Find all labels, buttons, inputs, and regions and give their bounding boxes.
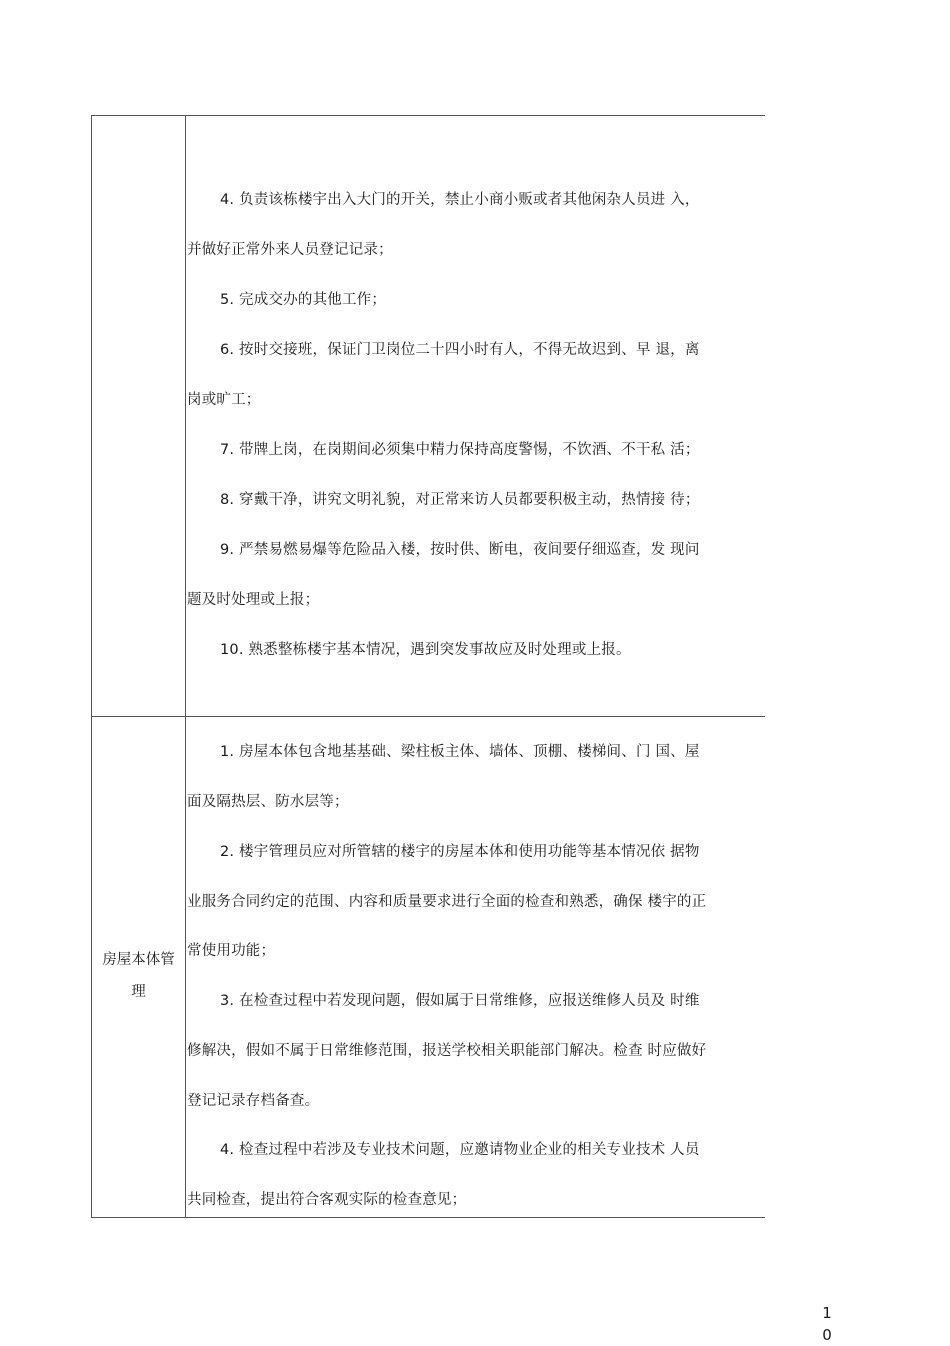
building-item-3-cont-2: 登记记录存档备查。	[187, 1093, 320, 1109]
row-label-building-management	[92, 944, 185, 1008]
building-item-2: 2. 楼宇管理员应对所管辖的楼宇的房屋本体和使用功能等基本情况依 据物	[220, 844, 700, 860]
page-number	[820, 1302, 834, 1346]
table-bottom-border	[91, 1217, 765, 1218]
duty-item-9: 9. 严禁易燃易爆等危险品入楼，按时供、断电，夜间要仔细巡查，发 现问	[220, 542, 700, 558]
row-label-line-1: 房屋本体管	[102, 952, 175, 968]
duty-item-10: 10. 熟悉整栋楼宇基本情况，遇到突发事故应及时处理或上报。	[220, 642, 631, 658]
building-item-1: 1. 房屋本体包含地基基础、梁柱板主体、墙体、顶棚、楼梯间、门 国、屋	[220, 744, 700, 760]
building-item-1-cont: 面及隔热层、防水层等；	[187, 794, 349, 810]
table-left-border	[91, 115, 92, 1218]
duty-item-7: 7. 带牌上岗，在岗期间必须集中精力保持高度警惕，不饮酒、不干私 活；	[220, 442, 700, 458]
building-item-3-cont: 修解决，假如不属于日常维修范围，报送学校相关职能部门解决。检查 时应做好	[187, 1043, 707, 1059]
building-item-2-cont: 业服务合同约定的范围、内容和质量要求进行全面的检查和熟悉，确保 楼宇的正	[187, 894, 707, 910]
page-number-digit-1: 1	[822, 1304, 832, 1322]
table-top-border	[91, 115, 765, 116]
duty-item-8: 8. 穿戴干净，讲究文明礼貌，对正常来访人员都要积极主动，热情接 待；	[220, 492, 700, 508]
duty-item-5: 5. 完成交办的其他工作；	[220, 292, 387, 308]
duty-item-6-cont: 岗或旷工；	[187, 392, 261, 408]
table-column-divider	[185, 115, 186, 1218]
building-item-4: 4. 检查过程中若涉及专业技术问题，应邀请物业企业的相关专业技术 人员	[220, 1142, 700, 1158]
building-item-3: 3. 在检查过程中若发现问题，假如属于日常维修，应报送维修人员及 时维	[220, 993, 700, 1009]
page-number-digit-2: 0	[822, 1326, 832, 1344]
duty-item-4: 4. 负责该栋楼宇出入大门的开关，禁止小商小贩或者其他闲杂人员进 入，	[220, 192, 700, 208]
building-item-2-cont-2: 常使用功能；	[187, 943, 276, 959]
row-label-line-2: 理	[131, 984, 146, 1000]
building-item-4-cont: 共同检查，提出符合客观实际的检查意见；	[187, 1192, 467, 1208]
duty-item-4-cont: 并做好正常外来人员登记记录；	[187, 242, 393, 258]
duty-item-6: 6. 按时交接班，保证门卫岗位二十四小时有人，不得无故迟到、早 退，离	[220, 342, 700, 358]
table-row-divider	[91, 716, 765, 717]
duty-item-9-cont: 题及时处理或上报；	[187, 592, 320, 608]
